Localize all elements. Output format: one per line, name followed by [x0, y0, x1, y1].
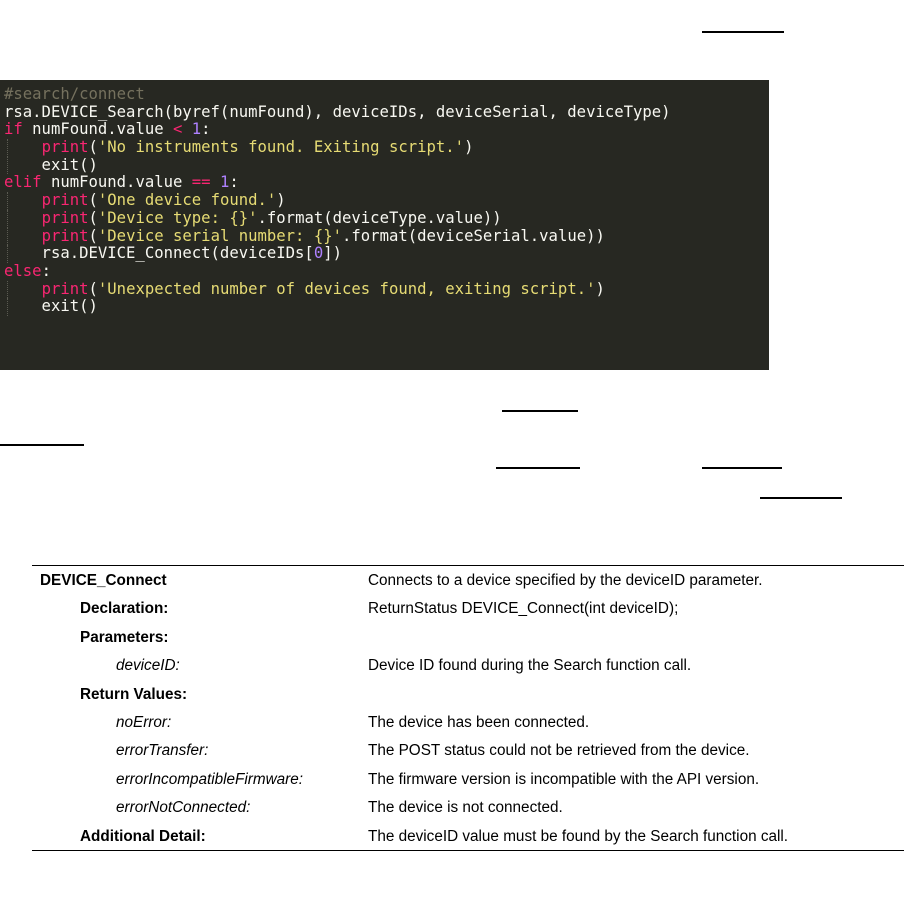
code-line	[4, 263, 769, 281]
code-token: print	[41, 226, 89, 245]
code-token	[211, 173, 220, 191]
code-line	[4, 192, 769, 210]
code-token: (	[88, 279, 98, 298]
code-token	[4, 138, 42, 156]
code-token: )	[595, 279, 605, 298]
code-line	[4, 121, 769, 139]
code-token: rsa.DEVICE_Search(byref(numFound), deviceIDs, deviceSerial, deviceType)	[4, 102, 671, 121]
api-term: deviceID:	[116, 657, 180, 675]
api-table-row	[32, 765, 904, 793]
indent-guide	[7, 210, 8, 228]
code-token: ])	[323, 244, 342, 263]
api-table-row	[32, 651, 904, 679]
code-line	[4, 174, 769, 192]
code-token: print	[41, 208, 89, 227]
underline-fragment	[760, 497, 842, 499]
code-token: )	[276, 191, 286, 210]
api-term: noError:	[116, 713, 172, 731]
code-token: :	[41, 261, 51, 280]
api-term: Additional Detail:	[80, 827, 206, 845]
code-token	[4, 191, 42, 209]
code-token: (	[88, 226, 98, 245]
api-description: Connects to a device specified by the deviceID parameter.	[368, 572, 763, 589]
code-token: if	[4, 120, 23, 139]
api-table-row	[32, 708, 904, 736]
api-table-row	[32, 680, 904, 708]
api-term: errorNotConnected:	[116, 799, 251, 817]
code-token: .format(deviceSerial.value))	[342, 226, 605, 245]
indent-guide	[7, 192, 8, 210]
indent-guide	[7, 139, 8, 157]
code-line	[4, 139, 769, 157]
code-token: print	[41, 191, 89, 210]
underline-fragment	[702, 31, 784, 33]
code-token: :	[201, 120, 211, 139]
code-token: exit()	[4, 297, 98, 316]
code-line	[4, 228, 769, 246]
api-term: DEVICE_Connect	[40, 572, 167, 589]
code-token: )	[464, 138, 474, 157]
api-term: Return Values:	[80, 685, 188, 703]
code-token: 'Device type: {}'	[97, 208, 258, 227]
underline-fragment	[496, 467, 580, 469]
api-table-row	[32, 594, 904, 622]
code-token	[4, 209, 42, 227]
indent-guide	[7, 245, 8, 263]
code-line	[4, 86, 769, 104]
api-table-row	[32, 822, 904, 850]
code-line	[4, 298, 769, 316]
code-token: 1	[191, 120, 202, 139]
code-token	[4, 227, 42, 245]
code-token: 0	[313, 244, 324, 263]
code-token: ==	[191, 173, 211, 192]
code-token: print	[41, 138, 89, 157]
api-description: The device has been connected.	[368, 713, 590, 731]
code-token: (	[88, 191, 98, 210]
api-table-row	[32, 736, 904, 764]
api-description: The firmware version is incompatible with the API version.	[368, 770, 760, 788]
code-line	[4, 157, 769, 175]
code-token: #search/connect	[4, 85, 145, 103]
api-reference-table	[32, 565, 904, 851]
api-description: The deviceID value must be found by the Search function call.	[368, 827, 789, 845]
api-table-row	[32, 623, 904, 651]
api-description: ReturnStatus DEVICE_Connect(int deviceID);	[368, 600, 679, 618]
code-token	[182, 120, 191, 138]
code-line	[4, 245, 769, 263]
code-token: 'No instruments found. Exiting script.'	[97, 138, 465, 157]
code-token: :	[229, 173, 239, 192]
code-token: .format(deviceType.value))	[257, 208, 502, 227]
code-token: exit()	[4, 155, 98, 174]
code-token: else	[4, 261, 42, 280]
indent-guide	[7, 157, 8, 175]
api-term: Parameters:	[80, 628, 169, 646]
indent-guide	[7, 281, 8, 299]
underline-fragment	[0, 444, 84, 446]
code-token: (	[88, 208, 98, 227]
code-token: 'Device serial number: {}'	[97, 226, 343, 245]
api-term: errorIncompatibleFirmware:	[116, 770, 304, 788]
underline-fragment	[502, 410, 578, 412]
code-token: 1	[219, 173, 230, 192]
code-token	[4, 280, 42, 298]
code-line	[4, 281, 769, 299]
code-line	[4, 210, 769, 228]
code-token: numFound.value	[22, 120, 173, 139]
code-token: 'One device found.'	[97, 191, 277, 210]
api-term: errorTransfer:	[116, 742, 209, 760]
code-line	[4, 104, 769, 122]
code-token: 'Unexpected number of devices found, exiting script.'	[97, 279, 596, 298]
api-table-row	[32, 566, 904, 594]
underline-fragment	[702, 467, 782, 469]
code-token: numFound.value	[41, 173, 192, 192]
api-description: The device is not connected.	[368, 799, 563, 817]
api-description: Device ID found during the Search function call.	[368, 657, 692, 675]
indent-guide	[7, 228, 8, 246]
code-token: <	[173, 120, 183, 139]
api-table-row	[32, 793, 904, 821]
indent-guide	[7, 298, 8, 316]
code-block	[0, 80, 769, 370]
code-token: elif	[4, 173, 42, 192]
code-token: print	[41, 279, 89, 298]
code-token: (	[88, 138, 98, 157]
api-description: The POST status could not be retrieved from the device.	[368, 742, 750, 760]
code-token: rsa.DEVICE_Connect(deviceIDs[	[4, 244, 314, 263]
api-term: Declaration:	[80, 600, 169, 618]
